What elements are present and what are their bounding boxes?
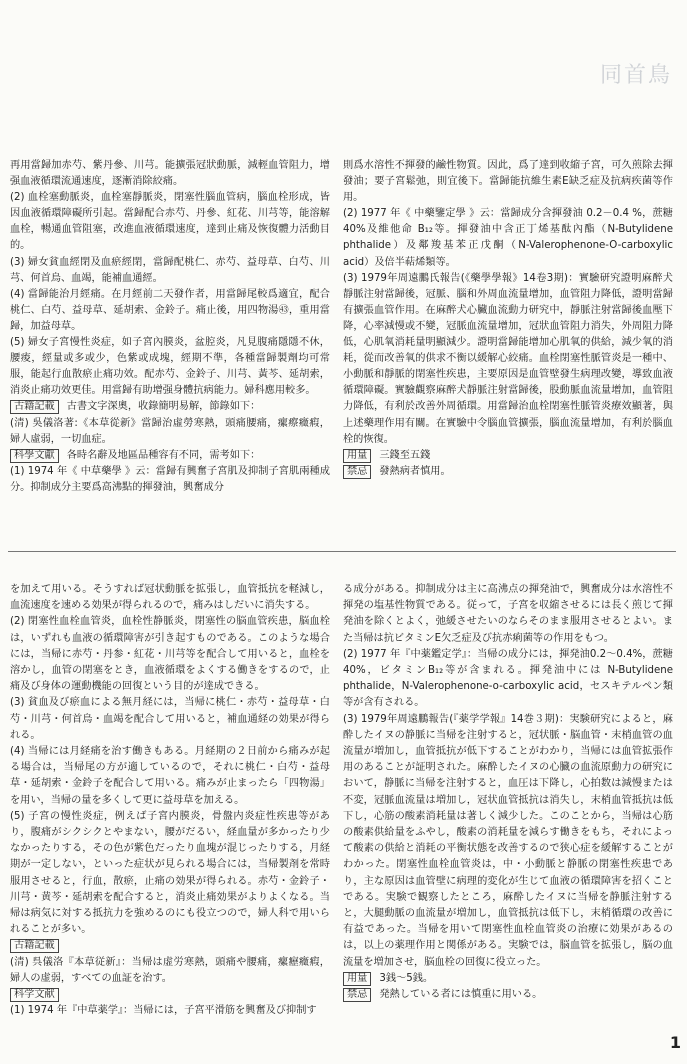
zh-right-paragraph-3: (3) 1979年周遠鵬氏報告(《藥學學報》14卷3期)：實驗研究證明麻醉犬靜脈注射當歸後，冠脈、腦和外周血流量增加，血管阻力降低，證明當歸有擴張血管作用。在麻醉犬心臟血流動力研究中，靜脈注射當歸後血壓下降，心率減慢或不變，冠脈血流量增加，冠狀血管阻力消失，外周阻力降低，心肌氧消耗量明顯減少。證明當歸能增加心肌氧的供給，減少氧的消耗，從而改善氧的供求不衡以緩解心絞痛。血栓閉塞性脈管炎是一種中、小動脈和靜脈的閉塞性疾患，主要原因是血管壁發生病理改變，導致血液循環障礙。實驗觀察麻醉犬靜脈注射當歸後，股動脈血流量增加，血管阻力降低，有利於改善外周循環。用當歸治血栓閉塞性脈管炎療效顯著，與上述藥理作用有關。在實驗中令腦血管擴張，腦血流量增加，有利於腦血栓的恢復。 [343,272,673,445]
zh-paragraph-4: (4) 當歸能治月經痛。在月經前二天發作者，用當歸尾較爲適宜，配合桃仁、白芍、益母草、延胡索、金鈴子。痛止後，用四物湯㊸，重用當歸，加益母草。 [10,288,330,332]
ja-dosage-heading: 用量 [343,972,371,986]
zh-paragraph-1: 再用當歸加赤芍、紫丹參、川芎。能擴張冠狀動脈，減輕血管阻力，增强血液循環流通速度，逐漸消除絞痛。 [10,160,330,188]
ja-science-line [10,987,330,1003]
zh-paragraph-3: (3) 婦女貧血經閉及血瘀經閉，當歸配桃仁、赤芍、益母草、白芍、川芎、何首烏、血竭，能補血通經。 [10,256,330,284]
ja-paragraph-2: (2) 閉塞性血栓血管炎，血栓性静脈炎，閉塞性の脳血管疾患，脳血栓は，いずれも血液の循環障害が引き起すものである。このような場合には，当帰に赤芍・丹参・紅花・川芎等を配合して用いると，血栓を溶かし，血管の閉塞をとき，血液循環をよくする働きをするので，止痛及び身体の運動機能の回復という目的が達成できる。 [10,616,330,693]
zh-classics-text: (清) 吳儀洛著:《本草從新》當歸治虛勞寒熱，頭痛腰痛，瘰瘵癥瘕，婦人虛弱，一切血症。 [10,417,330,445]
watermark-text: 同首鳥 [600,63,673,88]
zh-right-paragraph-1: 則爲水溶性不揮發的鹼性物質。因此，爲了達到收縮子宮，可久煎除去揮發油；要子宮鬆弛，則宜後下。當歸能抗維生素E缺乏症及抗病疾菌等作用。 [343,160,673,204]
zh-right-paragraph-2: (2) 1977 年《 中藥鑒定學 》云：當歸成分含揮發油 0.2－0.4 %，蔗糖40%及維他命 B₁₂等。揮發油中含正丁烯基酞內酯（N-Butylidene phthalide）及鄰羧基苯正戊酮（N-Valerophenone-O-carboxylic acid）及倍半萜烯類等。 [343,208,673,268]
ja-right-paragraph-3: (3) 1979年周遠鵬報告(『薬学学報』14巻３期)：実験研究によると，麻酔したイヌの静脈に当帰を注射すると，冠状脈・脳血管・末梢血管の血流量が増加し，血管抵抗が低下することがわかり，当帰には血管拡張作用のあることが証明された。麻酔したイヌの心臓の血流原動力の研究において，静脈に当帰を注射すると，血圧は下降し，心拍数は減慢または不変，冠脈血流量は増加し，冠状血管抵抗は消失し，末梢血管抵抗は低下し，心筋の酸素消耗量は著しく減少した。このことから，当帰は心筋の酸素供給量をふやし，酸素の消耗量を減らす働きをもち，それによって酸素の供給と消耗の平衡状態を改善するので狭心症を緩解することがわかった。閉塞性血栓血管炎は，中・小動脈と静脈の閉塞性疾患であり，主な原因は血管壁に病理的変化が生じて血液の循環障害を招くことである。実験で観察したところ，麻酔したイヌに当帰を静脈注射すると，大腿動脈の血流量が増加し，血管抵抗は低下し，末梢循環の改善に有益であった。当帰を用いて閉塞性血栓血管炎の治療に効果があるのは，以上の薬理作用と関係がある。実験では，脳血管を拡張し，脳の血流量を増加させ，脳血栓の回復に役立った。 [343,713,673,968]
zh-science-heading: 科學文獻 [10,449,59,463]
zh-dosage-heading: 用量 [343,449,371,463]
ja-classics-heading: 古籍記載 [10,939,59,953]
zh-caution-line [343,464,673,480]
zh-right-column [343,158,673,480]
ja-paragraph-3: (3) 貧血及び瘀血による無月経には，当帰に桃仁・赤芍・益母草・白芍・川芎・何首烏・血竭を配合して用いると，補血通経の効果が得られる。 [10,697,330,741]
ja-classics-text: (清) 呉儀洛『本草従新』：当帰は虚労寒熱，頭痛や腰痛，瘰癧癥瘕，婦人の虚弱，すべての血証を治す。 [10,956,330,984]
zh-caution-heading: 禁忌 [343,465,371,479]
ja-caution-heading: 禁忌 [343,988,371,1002]
ja-paragraph-4: (4) 当帰には月経痛を治す働きもある。月経期の２日前から痛みが起る場合は，当帰尾の方が適しているので，それに桃仁・白芍・益母草・延胡索・金鈴子を配合して用いる。痛みが止まったら「四物湯」を用い，当帰の量を多くして更に益母草を加える。 [10,746,330,806]
ja-paragraph-5: (5) 子宮の慢性炎症，例えば子宮内膜炎，骨盤内炎症性疾患等があり，腹痛がシクシクとやまない，腰がだるい，経血量が多かったり少なかったりする，その色が紫色だったり血塊が混じったりする，月経期が一定しない，といった症状が見られる場合には，当帰製剤を常時服用させると，行血，散瘀，止痛の効果が得られる。赤芍・金鈴子・川芎・黄芩・延胡索を配合すると，消炎止痛効果がよりよくなる。当帰は病気に対する抵抗力を強めるのにも役立つので，婦人科で用いられることが多い。 [10,810,330,936]
ja-classics-line [10,938,330,954]
ja-left-column [10,582,330,1019]
zh-paragraph-2: (2) 血栓塞動脈炎，血栓塞靜脈炎，閉塞性腦血管病，腦血栓形成，皆因血液循環障礙所引起。當歸配合赤芍、丹參、紅花、川芎等，能溶解血栓，暢通血管阻塞，改進血液循環速度，達到止痛及恢復體力活動目的。 [10,192,330,252]
zh-science-item-1: (1) 1974 年《 中草藥學 》云：當歸有興奮子宮肌及抑制子宮肌兩種成分。抑制成分主要爲高沸點的揮發油，興奮成分 [10,465,330,493]
page-number: 1 [669,1033,681,1052]
zh-classics-intro: 古書文字深奧，收錄簡明易解，節錄如下： [66,401,261,413]
ja-paragraph-1: を加えて用いる。そうすれば冠状動脈を拡張し，血管抵抗を軽減し，血流速度を速める効果が得られるので，痛みはしだいに消失する。 [10,584,330,612]
ja-right-column [343,582,673,1003]
zh-classics-heading: 古籍記載 [10,400,59,414]
zh-caution-value: 發熱病者慎用。 [379,465,451,477]
ja-science-item-1: (1) 1974 年『中草薬学』：当帰には，子宮平滑筋を興奮及び抑制す [10,1005,317,1017]
ja-science-heading: 科学文献 [10,988,59,1002]
section-divider [8,551,676,552]
ja-right-paragraph-2: (2) 1977 年『中薬鑑定学』：当帰の成分には，揮発油0.2～0.4%，蔗糖40%，ビタミンB₁₂等が含まれる。揮発油中には N-Butylidene phthalide，N-Valerophenone-o-carboxylic acid，セスキテルペン類等が含有される。 [343,648,673,709]
ja-dosage-line [343,971,673,987]
ja-dosage-value: 3銭～5銭。 [379,972,434,984]
zh-left-column [10,158,330,496]
zh-science-intro: 各時名辭及地區品種容有不同，需考如下： [66,449,261,461]
zh-dosage-value: 三錢至五錢 [379,449,431,461]
zh-paragraph-5: (5) 婦女子宮慢性炎症，如子宮內膜炎，盆腔炎，凡見腹痛隱隱不休，腰痠，經量或多或少，色紫或成塊，經期不準，各種當歸製劑均可常服，能起行血散瘀止痛功效。配赤芍、金鈴子、川芎、黃芩、延胡索，消炎止痛功效更佳。用當歸有助增强身體抗病能力。婦科應用較多。 [10,337,330,397]
ja-caution-line [343,987,673,1003]
zh-classics-line [10,399,330,415]
ja-right-paragraph-1: る成分がある。抑制成分は主に高沸点の揮発油で，興奮成分は水溶性不揮発の塩基性物質である。従って，子宮を収縮させるには長く煎じて揮発油を除くとよく，弛緩させたいのならそのまま服用させるとよい。また当帰は抗ビタミンE欠乏症及び抗赤痢菌等の作用をもつ。 [343,584,673,644]
zh-science-line [10,448,330,464]
ja-caution-value: 発熱している者には慎重に用いる。 [379,989,543,1001]
zh-dosage-line [343,448,673,464]
